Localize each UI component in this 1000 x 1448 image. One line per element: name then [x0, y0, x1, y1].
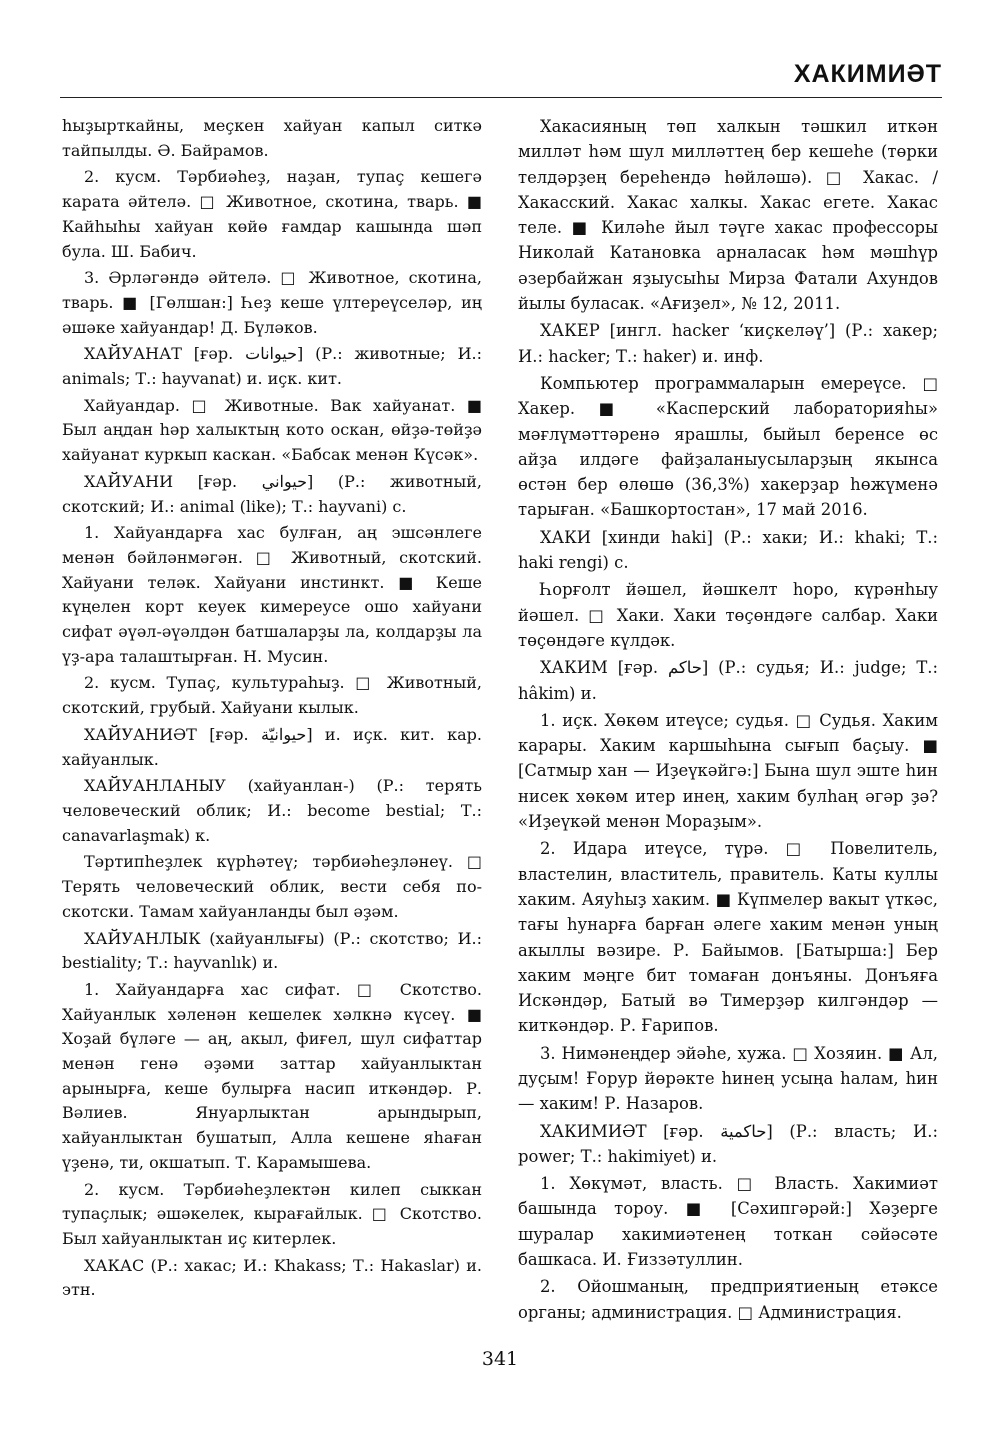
header-rule: [60, 97, 942, 98]
left-column: [62, 114, 482, 1305]
entry-text: 2. Ойошманың, предприятиеның етәксе органы; администрация. □ Администрация.: [518, 1277, 938, 1322]
entry-text: 2. кусм. Тупаҫ, культураһыҙ. □ Животный, скотский, грубый. Хайуани кылык.: [62, 673, 482, 718]
entry-headword: ХАКИМ [ғәр. حاكم] (Р.: судья; И.: judge; Т.: hâkim) и.: [518, 658, 939, 703]
entry-text: 2. Идара итеүсе, түрә. □ Повелитель, властелин, властитель, правитель. Каты куллы хаким. Аяуһыҙ хаким. ■ Күпмелер вакыт үткәс, тағы һунарға барған әлеге хаким менән уның акыллы вәзире. Р. Байымов. [Батырша:] Бер хаким мәңге бит томаған донъяны. Донъяға Искәндәр, Батый вә Тимерҙәр килгәндәр — киткәндәр. Р. Ғарипов.: [518, 839, 938, 1036]
entry-text: 3. Нимәнеңдер эйәһе, хужа. □ Хозяин. ■ Ал, дуҫым! Ғорур йөрәкте һинең усыңа һалам, һин — хаким! Р. Назаров.: [518, 1043, 938, 1114]
entry-text: Тәртипһеҙлек күрһәтеү; тәрбиәһеҙләнеү. □ Терять человеческий облик, вести себя по-скотски. Тамам хайуанланды был әҙәм.: [62, 852, 482, 921]
entry-text: Хакасияның төп халкын тәшкил иткән милләт һәм шул милләттең бер кешеһе (төрки телдәрҙең береһендә һөйләшә). □ Хакас. / Хакасский. Хакас халкы. Хакас егете. Хакас теле. ■ Киләһе йыл тәүге хакас профессоры Николай Катановка арналасак һәм мәшһүр әзербайжан яҙыусыһы Мирза Фатали Ахундов йылы буласак. «Ағиҙел», № 12, 2011.: [518, 117, 938, 314]
entry-text: Компьютер программаларын емереүсе. □ Хакер. ■ «Касперский лабораторияһы» мәғлүмәттәренә ярашлы, быйыл беренсе өс айҙа илдәге файҙаланыусыларҙың якынса өстән бер өлөшө (36,3%) хакерҙар һөжүменә тарыған. «Башкортостан», 17 май 2016.: [518, 373, 938, 520]
entry-headword: ХАКИМИӘТ [ғәр. حاكمية] (Р.: власть; И.: power; Т.: hakimiyet) и.: [518, 1121, 938, 1166]
entry-headword: ХАЙУАНАТ [ғәр. حيوانات] (Р.: животные; И.: animals; Т.: hayvanat) и. иҫк. кит.: [62, 344, 483, 389]
entry-headword: ХАЙУАНЛЫК (хайуанлығы) (Р.: скотство; И.: bestiality; Т.: hayvanlık) и.: [62, 928, 482, 973]
entry-text: Һорғолт йәшел, йәшкелт һоро, күрәнһыу йәшел. □ Хаки. Хаки төҫөндәге салбар. Хаки төҫөндәге күлдәк.: [518, 580, 938, 650]
entry-headword: ХАЙУАНИӘТ [ғәр. حيوانيّة] и. иҫк. кит. кар. хайуанлык.: [62, 724, 483, 769]
header-title: ХАКИМИӘТ: [793, 60, 942, 88]
entry-text: 2. кусм. Тәрбиәһеҙлектән килеп сыккан тупаҫлык; әшәкелек, кырағайлык. □ Скотство. Был хайуанлыктан иҫ китерлек.: [62, 1179, 482, 1248]
right-column: [518, 114, 938, 1327]
page-number: 341: [481, 1348, 519, 1370]
running-header: [60, 60, 942, 96]
entry-text: Хайуандар. □ Животные. Вак хайуанат. ■ Был аңдан һәр халыктың кото оскан, өйҙә-төйҙә хайуанат куркып каскан. «Бабсак менән Күсәк».: [62, 395, 482, 465]
entry-headword: ХАЙУАНЛАНЫУ (хайуанлан-) (Р.: терять человеческий облик; И.: become bestial; Т.: canavarlaşmak) к.: [62, 776, 482, 845]
entry-headword: ХАЙУАНИ [ғәр. حيواني] (Р.: животный, скотский; И.: animal (like); Т.: hayvani) с.: [62, 471, 482, 516]
entry-text: 1. Хайуандарға хас булған, аң эшсәнлеге менән бәйләнмәгән. □ Животный, скотский. Хайуани теләк. Хайуани инстинкт. ■ Кеше күңелен корт кеуек кимереусе ошо хайуани сифат әүәл-әүәлдән батшаларҙы ла, колдарҙы ла үҙ-ара талаштырған. Н. Мусин.: [62, 523, 482, 666]
entry-text: һыҙырткайны, меҫкен хайуан капыл ситкә тайпылды. Ә. Байрамов.: [62, 116, 482, 160]
entry-headword: ХАКЕР [ингл. hacker ‘киҫкеләү’] (Р.: хакер; И.: hacker; Т.: haker) и. инф.: [518, 321, 938, 366]
entry-headword: ХАКАС (Р.: хакас; И.: Khakass; Т.: Hakaslar) и. этн.: [62, 1255, 482, 1300]
entry-headword: ХАКИ [хинди haki] (Р.: хаки; И.: khaki; Т.: haki rengi) с.: [518, 527, 938, 573]
entry-text: 2. кусм. Тәрбиәһеҙ, наҙан, тупаҫ кешегә карата әйтелә. □ Животное, скотина, тварь. ■ Кайһыһы хайуан көйө ғамдар кашында шәп була. Ш. Бабич.: [62, 167, 482, 261]
entry-text: 1. Хөкүмәт, власть. □ Власть. Хакимиәт башында тороу. ■ [Сәхипгәрәй:] Хәҙерге шуралар хакимиәтенең тоткан сәйәсәте башкаса. И. Ғиззәтуллин.: [518, 1174, 938, 1270]
entry-text: 3. Әрләгәндә әйтелә. □ Животное, скотина, тварь. ■ [Гөлшан:] Һеҙ кеше үлтереүселәр, иң әшәке хайуандар! Д. Бүләков.: [62, 268, 482, 337]
entry-text: 1. Хайуандарға хас сифат. □ Скотство. Хайуанлык хәленән кешелек хәлкнә күсеү. ■ Хоҙай бүләге — аң, акыл, фиғел, шул сифаттар менән генә әҙәми заттар хайуанлыктан арынырға, кеше булырға насип иткәндәр. Р. Вәлиев. Януарлыктан арындырып, хайуанлыктан бушатып, Алла кешене яһаған үҙенә, ти, окшатып. Т. Карамышева.: [62, 979, 482, 1172]
entry-text: 1. иҫк. Хөкөм итеүсе; судья. □ Судья. Хаким карары. Хаким каршыһына сығып баҫыу. ■ [Сатмыр хан — Иҙеүкәйгә:] Бына шул эште һин нисек хөкөм итер инең, хаким булһаң әгәр ҙә? «Иҙеүкәй менән Мораҙым».: [518, 710, 938, 832]
